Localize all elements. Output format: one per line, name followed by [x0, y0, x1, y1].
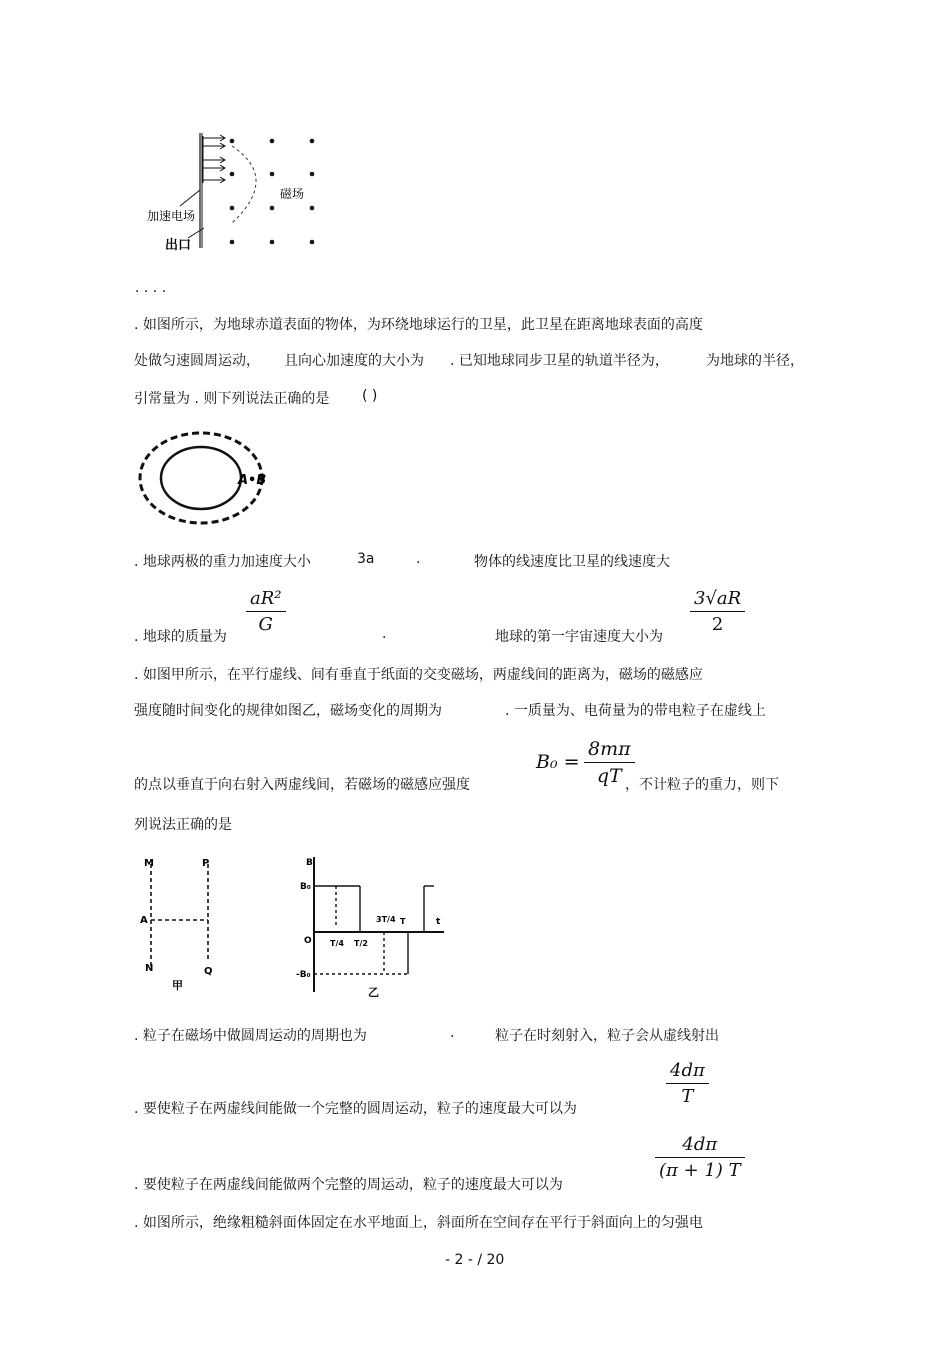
- caption-yi: 乙: [368, 986, 379, 999]
- label-M: M: [144, 858, 154, 869]
- q2-line2b: . 一质量为、电荷量为的带电粒子在虚线上: [505, 703, 766, 719]
- q1-optionD-fraction: 3√aR 2: [690, 588, 745, 635]
- label-exit: 出口: [165, 238, 192, 253]
- label-T: T: [400, 917, 406, 926]
- label-P: P: [202, 858, 210, 869]
- q1-line2d: 为地球的半径，: [706, 353, 804, 369]
- q2-optionB-prefix: .: [450, 1025, 455, 1041]
- q2-optionC-fraction: 4dπ T: [666, 1060, 709, 1107]
- label-A: A: [140, 915, 148, 926]
- q1-line2b: 且向心加速度的大小为: [284, 353, 424, 369]
- q2-optionD: . 要使粒子在两虚线间能做两个完整的周运动，粒子的速度最大可以为: [134, 1177, 563, 1193]
- label-T2: T/2: [354, 939, 368, 948]
- q1-paren: ( ): [362, 388, 378, 404]
- q1-optionC-fraction: aR² G: [246, 588, 286, 635]
- label-N: N: [145, 963, 154, 974]
- figure-orbits: [136, 428, 286, 528]
- q1-line1: . 如图所示，为地球赤道表面的物体，为环绕地球运行的卫星，此卫星在距离地球表面的高度: [134, 317, 703, 333]
- dots-line: . . . .: [135, 280, 167, 296]
- label-B: B: [306, 858, 313, 868]
- q2-line2a: 强度随时间变化的规律如图乙，磁场变化的周期为: [134, 703, 442, 719]
- label-negB0: -B₀: [296, 970, 311, 980]
- label-a-b: A•B: [238, 473, 267, 488]
- figure-jia: [136, 852, 236, 1002]
- q2-optionC: . 要使粒子在两虚线间能做一个完整的圆周运动，粒子的速度最大可以为: [134, 1101, 577, 1117]
- caption-jia: 甲: [172, 979, 183, 992]
- q2-optionB: 粒子在时刻射入，粒子会从虚线射出: [495, 1028, 719, 1044]
- label-O: O: [304, 936, 312, 946]
- q2-optionD-fraction: 4dπ (π + 1) T: [655, 1134, 745, 1181]
- q2-line1: . 如图甲所示，在平行虚线、间有垂直于纸面的交变磁场，两虚线间的距离为，磁场的磁感应: [134, 667, 703, 683]
- q1-optionC: . 地球的质量为: [134, 629, 227, 645]
- q1-line2c: . 已知地球同步卫星的轨道半径为，: [450, 353, 669, 369]
- q3-line1: . 如图所示，绝缘粗糙斜面体固定在水平地面上，斜面所在空间存在平行于斜面向上的匀强电: [134, 1215, 703, 1231]
- q1-optionD: 地球的第一宇宙速度大小为: [495, 629, 663, 645]
- q2-line3a: 的点以垂直于向右射入两虚线间，若磁场的磁感应强度: [134, 777, 470, 793]
- figure-yi: [296, 852, 456, 1002]
- label-t: t: [436, 917, 441, 927]
- q1-optionD-prefix: .: [382, 626, 387, 642]
- q2-b0-fraction: 8mπ qT: [584, 738, 635, 787]
- page-number: - 2 - / 20: [445, 1252, 505, 1268]
- q2-optionA: . 粒子在磁场中做圆周运动的周期也为: [134, 1028, 367, 1044]
- q2-line4: 列说法正确的是: [134, 817, 232, 833]
- label-B0: B₀: [300, 882, 311, 892]
- label-accel-field: 加速电场: [147, 209, 196, 223]
- label-Q: Q: [204, 966, 213, 977]
- q1-optionB-prefix: .: [416, 551, 421, 567]
- label-T4: T/4: [330, 939, 344, 948]
- label-magnetic: 磁场: [280, 187, 305, 201]
- q1-optionA: . 地球两极的重力加速度大小: [134, 554, 311, 570]
- q1-line2a: 处做匀速圆周运动，: [134, 353, 260, 369]
- q1-line3: 引常量为 . 则下列说法正确的是: [134, 391, 330, 407]
- q2-line3b: ，不计粒子的重力，则下: [625, 777, 779, 793]
- label-3T4: 3T/4: [376, 915, 396, 924]
- figure-accelerator: [140, 128, 330, 253]
- q2-b0-lhs: B₀ =: [536, 751, 580, 773]
- q1-optionA-value: 3a: [357, 551, 375, 567]
- q1-optionB: 物体的线速度比卫星的线速度大: [474, 554, 670, 570]
